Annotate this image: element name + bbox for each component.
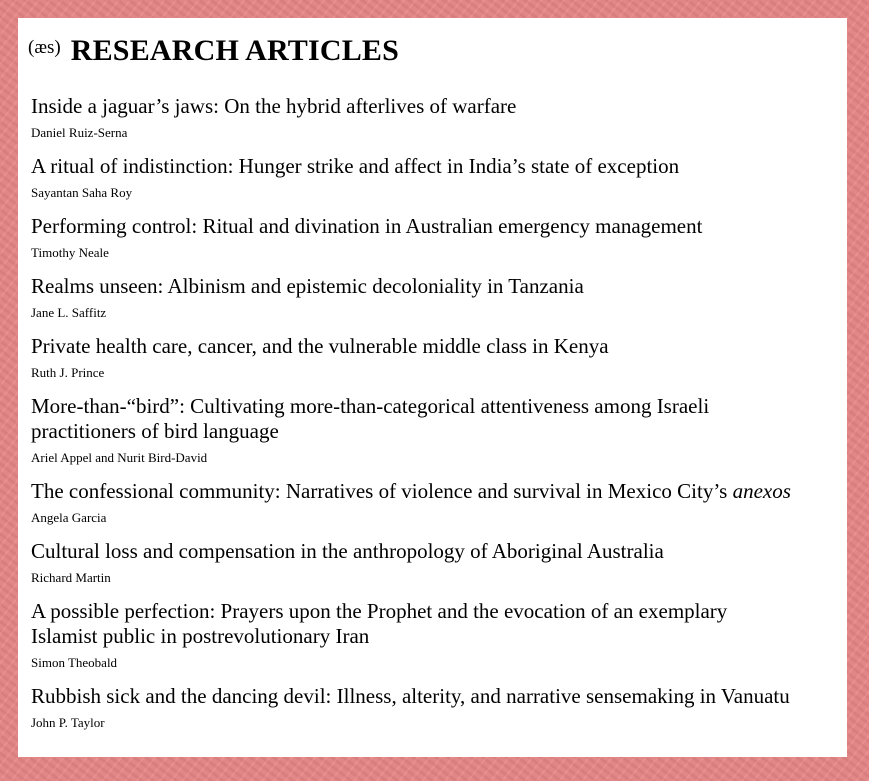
- article-author: Jane L. Saffitz: [31, 305, 107, 320]
- article-author: Simon Theobald: [31, 655, 118, 670]
- section-header: [28, 34, 399, 68]
- section-title: RESEARCH ARTICLES: [70, 34, 400, 67]
- article-list: [31, 94, 843, 744]
- article-title-text: The confessional community: Narratives of violence and survival in Mexico City’s: [31, 479, 733, 503]
- article-item: [31, 214, 843, 261]
- journal-logo: (æs): [28, 37, 61, 58]
- article-title-link[interactable]: Cultural loss and compensation in the anthropology of Aboriginal Australia: [31, 539, 664, 563]
- article-title-link[interactable]: Performing control: Ritual and divination in Australian emergency management: [31, 214, 703, 238]
- article-title-link[interactable]: [31, 479, 843, 504]
- article-item: [31, 479, 843, 526]
- research-articles-panel: [18, 18, 847, 757]
- article-title-link[interactable]: A ritual of indistinction: Hunger strike and affect in India’s state of exception: [31, 154, 680, 178]
- article-item: [31, 684, 843, 731]
- article-author: John P. Taylor: [31, 715, 105, 730]
- article-author: Richard Martin: [31, 570, 111, 585]
- article-item: [31, 94, 843, 141]
- article-author: Ruth J. Prince: [31, 365, 105, 380]
- article-item: [31, 394, 843, 466]
- article-title-link[interactable]: A possible perfection: Prayers upon the Prophet and the evocation of an exemplary Islamist public in postrevolutionary Iran: [31, 599, 728, 648]
- article-item: [31, 154, 843, 201]
- article-author: Sayantan Saha Roy: [31, 185, 133, 200]
- article-title-link[interactable]: More-than-“bird”: Cultivating more-than-categorical attentiveness among Israeli practitioners of bird language: [31, 394, 710, 443]
- article-item: [31, 274, 843, 321]
- article-author: Ariel Appel and Nurit Bird-David: [31, 450, 208, 465]
- article-title-link[interactable]: Private health care, cancer, and the vulnerable middle class in Kenya: [31, 334, 609, 358]
- article-item: [31, 539, 843, 586]
- article-title-link[interactable]: Realms unseen: Albinism and epistemic decoloniality in Tanzania: [31, 274, 584, 298]
- article-item: [31, 334, 843, 381]
- article-title-link[interactable]: Rubbish sick and the dancing devil: Illness, alterity, and narrative sensemaking in Vanuatu: [31, 684, 790, 708]
- article-author: Timothy Neale: [31, 245, 109, 260]
- article-item: [31, 599, 843, 671]
- article-author: Angela Garcia: [31, 510, 107, 525]
- article-title-link[interactable]: Inside a jaguar’s jaws: On the hybrid afterlives of warfare: [31, 94, 517, 118]
- article-author: Daniel Ruiz-Serna: [31, 125, 128, 140]
- article-title-italic: anexos: [732, 479, 791, 503]
